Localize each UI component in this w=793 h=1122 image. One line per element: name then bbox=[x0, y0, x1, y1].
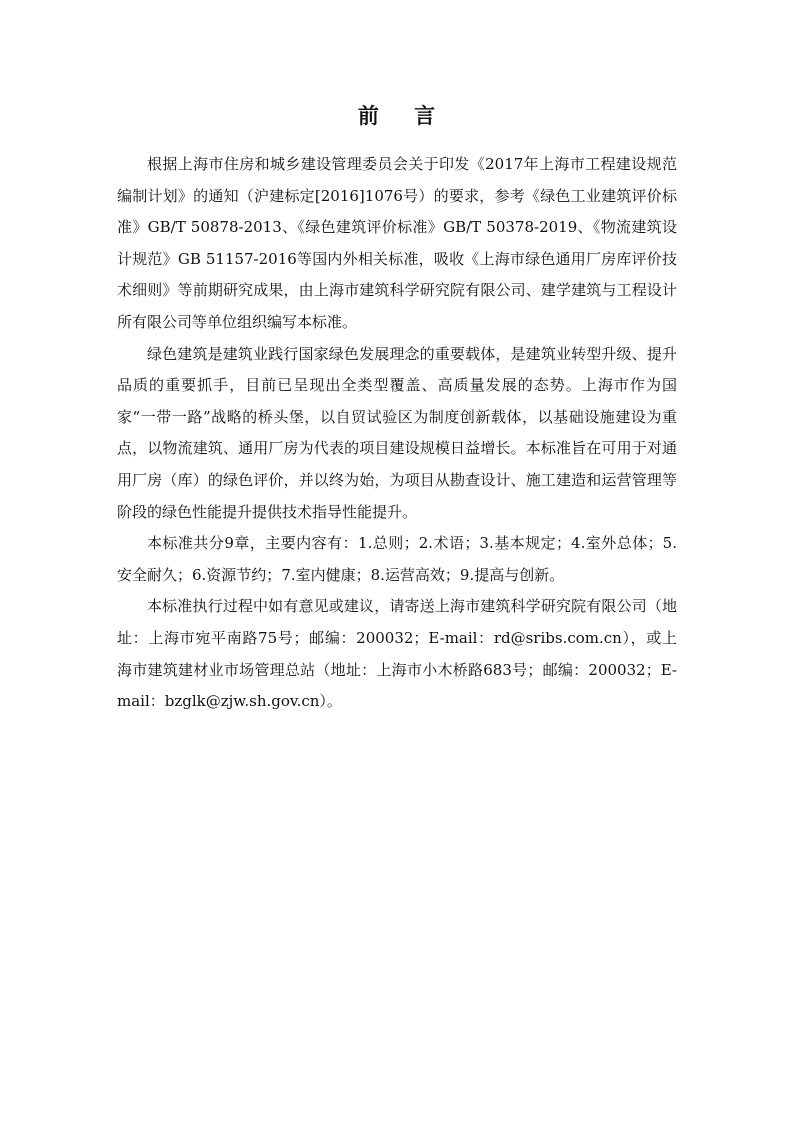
paragraph-contact: 本标准执行过程中如有意见或建议，请寄送上海市建筑科学研究院有限公司（地址：上海市宛平南路75号；邮编：200032；E-mail：rd@sribs.com.cn），或上海市建筑建材业市场管理总站（地址：上海市小木桥路683号；邮编：200032；E-mail：bzglk@zjw.sh.gov.cn）。 bbox=[117, 597, 677, 711]
paragraph-purpose: 绿色建筑是建筑业践行国家绿色发展理念的重要载体，是建筑业转型升级、提升品质的重要抓手，目前已呈现出全类型覆盖、高质量发展的态势。上海市作为国家“一带一路”战略的桥头堡，以自贸试验区为制度创新载体，以基础设施建设为重点，以物流建筑、通用厂房为代表的项目建设规模日益增长。本标准旨在可用于对通用厂房（库）的绿色评价，并以终为始，为项目从勘查设计、施工建造和运营管理等阶段的绿色性能提升提供技术指导性能提升。 bbox=[117, 344, 677, 521]
page-title: 前 言 bbox=[357, 103, 450, 128]
document-body bbox=[117, 149, 677, 718]
paragraph-contents: 本标准共分9章，主要内容有：1.总则；2.术语；3.基本规定；4.室外总体；5.安全耐久；6.资源节约；7.室内健康；8.运营高效；9.提高与创新。 bbox=[117, 534, 677, 584]
paragraph-background: 根据上海市住房和城乡建设管理委员会关于印发《2017年上海市工程建设规范编制计划》的通知（沪建标定[2016]1076号）的要求，参考《绿色工业建筑评价标准》GB/T 50878-2013、《绿色建筑评价标准》GB/T 50378-2019、《物流建筑设计规范》GB 51157-2016等国内外相关标准，吸收《上海市绿色通用厂房库评价技术细则》等前期研究成果，由上海市建筑科学研究院有限公司、建学建筑与工程设计所有限公司等单位组织编写本标准。 bbox=[117, 155, 677, 331]
